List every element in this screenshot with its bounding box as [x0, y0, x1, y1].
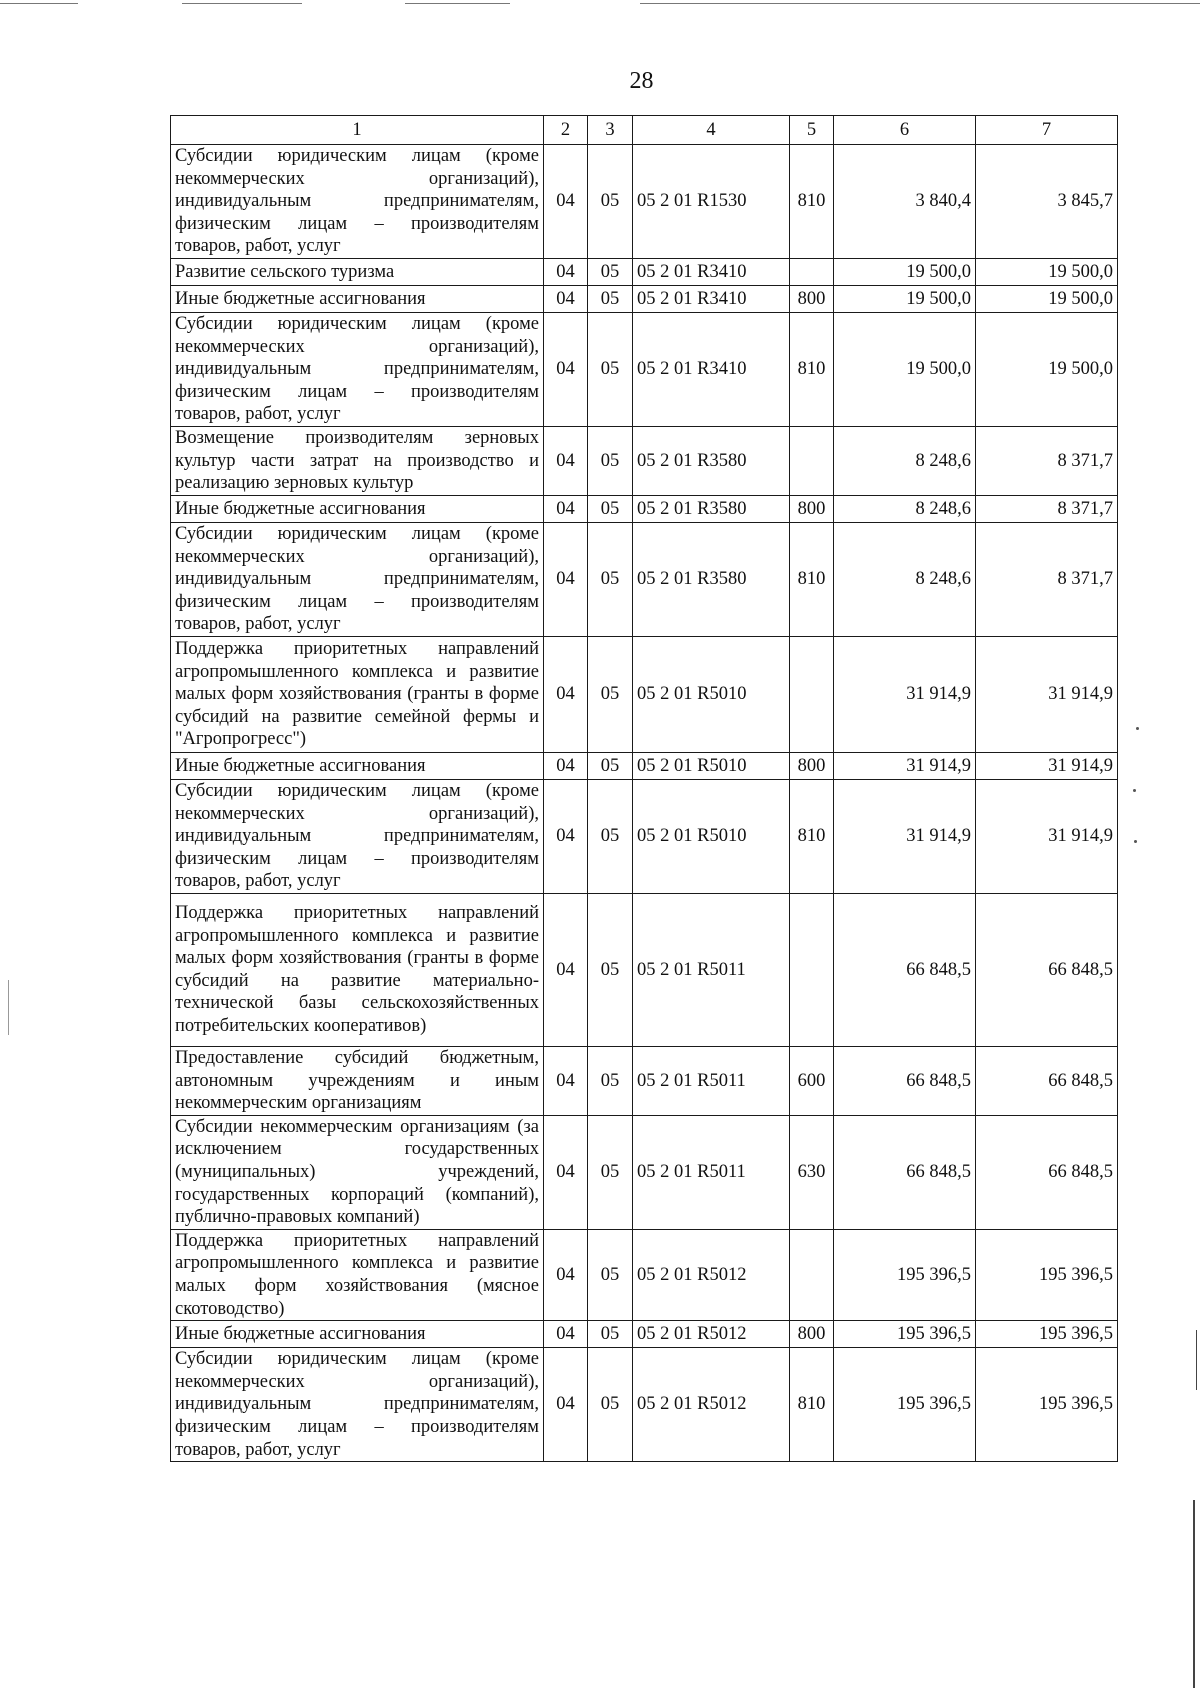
expense-type-cell: 800 [790, 495, 834, 522]
subsection-code-cell: 05 [588, 258, 633, 285]
expense-type-cell: 810 [790, 145, 834, 259]
section-code-cell: 04 [544, 636, 588, 752]
section-code-cell: 04 [544, 312, 588, 426]
section-code-cell: 04 [544, 495, 588, 522]
subsection-code-cell: 05 [588, 636, 633, 752]
row-name-cell: Иные бюджетные ассигнования [171, 285, 544, 312]
section-code-cell: 04 [544, 145, 588, 259]
row-name-cell: Иные бюджетные ассигнования [171, 752, 544, 779]
expense-type-cell [790, 1229, 834, 1320]
amount-col7-cell: 195 396,5 [976, 1321, 1118, 1348]
subsection-code-cell: 05 [588, 312, 633, 426]
amount-col7-cell: 19 500,0 [976, 285, 1118, 312]
row-name-cell: Возмещение производителям зерновых культур части затрат на производство и реализацию зерновых культур [171, 426, 544, 495]
subsection-code-cell: 05 [588, 1321, 633, 1348]
scan-speck [1136, 727, 1139, 730]
amount-col7-cell: 31 914,9 [976, 636, 1118, 752]
subsection-code-cell: 05 [588, 1115, 633, 1229]
subsection-code-cell: 05 [588, 893, 633, 1046]
amount-col7-cell: 66 848,5 [976, 893, 1118, 1046]
row-name-cell: Субсидии юридическим лицам (кроме некоммерческих организаций), индивидуальным предпринимателям, физическим лицам – производителям товаров, работ, услуг [171, 1348, 544, 1462]
amount-col6-cell: 195 396,5 [834, 1229, 976, 1320]
target-article-cell: 05 2 01 R5010 [633, 752, 790, 779]
amount-col7-cell: 195 396,5 [976, 1348, 1118, 1462]
table-row [171, 285, 1118, 312]
table-row [171, 1046, 1118, 1115]
subsection-code-cell: 05 [588, 1348, 633, 1462]
row-name-cell: Предоставление субсидий бюджетным, автономным учреждениям и иным некоммерческим организациям [171, 1046, 544, 1115]
table-row [171, 258, 1118, 285]
section-code-cell: 04 [544, 752, 588, 779]
amount-col6-cell: 31 914,9 [834, 752, 976, 779]
column-header: 7 [976, 116, 1118, 145]
row-name-cell: Субсидии юридическим лицам (кроме некоммерческих организаций), индивидуальным предпринимателям, физическим лицам – производителям товаров, работ, услуг [171, 522, 544, 636]
amount-col7-cell: 66 848,5 [976, 1115, 1118, 1229]
row-name-cell: Субсидии юридическим лицам (кроме некоммерческих организаций), индивидуальным предпринимателям, физическим лицам – производителям товаров, работ, услуг [171, 779, 544, 893]
target-article-cell: 05 2 01 R5012 [633, 1321, 790, 1348]
scan-edge-line [640, 3, 1200, 4]
target-article-cell: 05 2 01 R5011 [633, 893, 790, 1046]
scan-edge-mark [1196, 1330, 1197, 1390]
amount-col6-cell: 195 396,5 [834, 1348, 976, 1462]
table-row [171, 1321, 1118, 1348]
table-row [171, 426, 1118, 495]
column-header: 2 [544, 116, 588, 145]
table-row [171, 522, 1118, 636]
section-code-cell: 04 [544, 1348, 588, 1462]
amount-col6-cell: 19 500,0 [834, 258, 976, 285]
amount-col7-cell: 8 371,7 [976, 522, 1118, 636]
target-article-cell: 05 2 01 R3580 [633, 426, 790, 495]
expense-type-cell [790, 426, 834, 495]
expense-type-cell: 800 [790, 285, 834, 312]
column-header: 4 [633, 116, 790, 145]
target-article-cell: 05 2 01 R1530 [633, 145, 790, 259]
table-row [171, 495, 1118, 522]
amount-col7-cell: 3 845,7 [976, 145, 1118, 259]
row-name-cell: Поддержка приоритетных направлений агропромышленного комплекса и развитие малых форм хозяйствования (гранты в форме субсидий на развитие материально-технической базы сельскохозяйственных потребительских кооперативов) [171, 893, 544, 1046]
row-name-cell: Поддержка приоритетных направлений агропромышленного комплекса и развитие малых форм хозяйствования (мясное скотоводство) [171, 1229, 544, 1320]
row-name-cell: Субсидии некоммерческим организациям (за исключением государственных (муниципальных) учреждений, государственных корпораций (компаний), публично-правовых компаний) [171, 1115, 544, 1229]
expense-type-cell: 810 [790, 1348, 834, 1462]
table-row [171, 1229, 1118, 1320]
table-row [171, 752, 1118, 779]
row-name-cell: Поддержка приоритетных направлений агропромышленного комплекса и развитие малых форм хозяйствования (гранты в форме субсидий на развитие семейной фермы и "Агропрогресс") [171, 636, 544, 752]
row-name-cell: Иные бюджетные ассигнования [171, 1321, 544, 1348]
amount-col6-cell: 195 396,5 [834, 1321, 976, 1348]
target-article-cell: 05 2 01 R3410 [633, 285, 790, 312]
amount-col7-cell: 8 371,7 [976, 426, 1118, 495]
amount-col6-cell: 19 500,0 [834, 312, 976, 426]
column-header: 3 [588, 116, 633, 145]
scan-speck [1134, 840, 1137, 843]
target-article-cell: 05 2 01 R3410 [633, 258, 790, 285]
section-code-cell: 04 [544, 1115, 588, 1229]
section-code-cell: 04 [544, 893, 588, 1046]
target-article-cell: 05 2 01 R5010 [633, 636, 790, 752]
subsection-code-cell: 05 [588, 522, 633, 636]
table-row [171, 893, 1118, 1046]
section-code-cell: 04 [544, 1321, 588, 1348]
column-header: 5 [790, 116, 834, 145]
expense-type-cell: 800 [790, 752, 834, 779]
expense-type-cell [790, 258, 834, 285]
scan-edge-mark [8, 980, 9, 1035]
amount-col7-cell: 31 914,9 [976, 779, 1118, 893]
amount-col7-cell: 8 371,7 [976, 495, 1118, 522]
amount-col6-cell: 8 248,6 [834, 522, 976, 636]
section-code-cell: 04 [544, 258, 588, 285]
subsection-code-cell: 05 [588, 495, 633, 522]
table-header-row [171, 116, 1118, 145]
subsection-code-cell: 05 [588, 145, 633, 259]
table-row [171, 312, 1118, 426]
amount-col6-cell: 66 848,5 [834, 893, 976, 1046]
scan-edge-line [405, 3, 510, 4]
target-article-cell: 05 2 01 R5011 [633, 1046, 790, 1115]
section-code-cell: 04 [544, 1229, 588, 1320]
subsection-code-cell: 05 [588, 285, 633, 312]
amount-col6-cell: 19 500,0 [834, 285, 976, 312]
expense-type-cell [790, 636, 834, 752]
amount-col7-cell: 19 500,0 [976, 312, 1118, 426]
expense-type-cell: 630 [790, 1115, 834, 1229]
scan-edge-mark [1193, 1500, 1195, 1688]
amount-col6-cell: 8 248,6 [834, 495, 976, 522]
amount-col6-cell: 3 840,4 [834, 145, 976, 259]
amount-col6-cell: 8 248,6 [834, 426, 976, 495]
section-code-cell: 04 [544, 426, 588, 495]
expense-type-cell: 810 [790, 779, 834, 893]
table-row [171, 1348, 1118, 1462]
column-header: 1 [171, 116, 544, 145]
target-article-cell: 05 2 01 R3580 [633, 522, 790, 636]
amount-col6-cell: 31 914,9 [834, 636, 976, 752]
amount-col6-cell: 31 914,9 [834, 779, 976, 893]
row-name-cell: Развитие сельского туризма [171, 258, 544, 285]
amount-col6-cell: 66 848,5 [834, 1046, 976, 1115]
subsection-code-cell: 05 [588, 1046, 633, 1115]
amount-col7-cell: 31 914,9 [976, 752, 1118, 779]
amount-col6-cell: 66 848,5 [834, 1115, 976, 1229]
page-number: 28 [629, 68, 654, 94]
scan-speck [1133, 789, 1136, 792]
row-name-cell: Субсидии юридическим лицам (кроме некоммерческих организаций), индивидуальным предпринимателям, физическим лицам – производителям товаров, работ, услуг [171, 145, 544, 259]
budget-table [170, 115, 1118, 1462]
target-article-cell: 05 2 01 R3580 [633, 495, 790, 522]
expense-type-cell: 600 [790, 1046, 834, 1115]
table-row [171, 145, 1118, 259]
row-name-cell: Иные бюджетные ассигнования [171, 495, 544, 522]
subsection-code-cell: 05 [588, 1229, 633, 1320]
scan-edge-line [0, 3, 78, 4]
subsection-code-cell: 05 [588, 752, 633, 779]
table-row [171, 1115, 1118, 1229]
scan-edge-line [182, 3, 302, 4]
table-body [171, 145, 1118, 1462]
section-code-cell: 04 [544, 779, 588, 893]
expense-type-cell [790, 893, 834, 1046]
table-row [171, 636, 1118, 752]
subsection-code-cell: 05 [588, 779, 633, 893]
table-row [171, 779, 1118, 893]
target-article-cell: 05 2 01 R3410 [633, 312, 790, 426]
amount-col7-cell: 19 500,0 [976, 258, 1118, 285]
target-article-cell: 05 2 01 R5012 [633, 1348, 790, 1462]
section-code-cell: 04 [544, 522, 588, 636]
column-header: 6 [834, 116, 976, 145]
expense-type-cell: 810 [790, 312, 834, 426]
amount-col7-cell: 66 848,5 [976, 1046, 1118, 1115]
section-code-cell: 04 [544, 1046, 588, 1115]
target-article-cell: 05 2 01 R5012 [633, 1229, 790, 1320]
target-article-cell: 05 2 01 R5010 [633, 779, 790, 893]
subsection-code-cell: 05 [588, 426, 633, 495]
expense-type-cell: 800 [790, 1321, 834, 1348]
row-name-cell: Субсидии юридическим лицам (кроме некоммерческих организаций), индивидуальным предпринимателям, физическим лицам – производителям товаров, работ, услуг [171, 312, 544, 426]
amount-col7-cell: 195 396,5 [976, 1229, 1118, 1320]
section-code-cell: 04 [544, 285, 588, 312]
target-article-cell: 05 2 01 R5011 [633, 1115, 790, 1229]
expense-type-cell: 810 [790, 522, 834, 636]
